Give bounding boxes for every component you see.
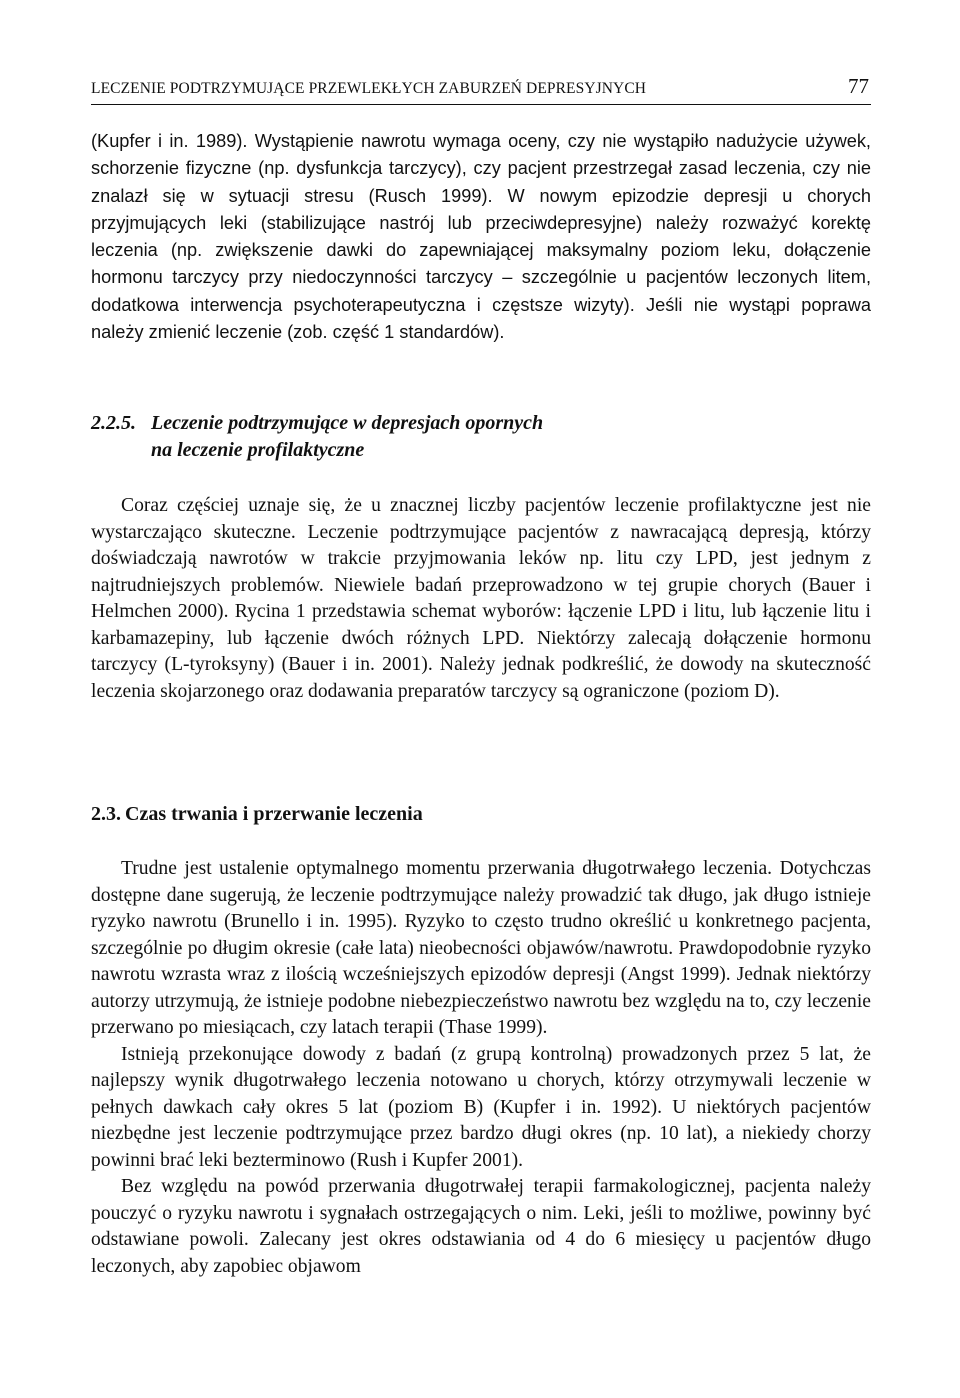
subsection-paragraph: Coraz częściej uznaje się, że u znacznej liczby pacjentów leczenie profilaktyczne jest nie wystarczająco skuteczne. Leczenie podtrzymujące pacjentów z nawracającą depresją, którzy doświadczają nawrotów w trakcie przyjmowania leków np. litu czy LPD, jest jednym z najtrudniejszych problemów. Niewiele badań przeprowadzono w tej grupie chorych (Bauer i Helmchen 2000). Rycina 1 przedstawia schemat wyborów: łączenie LPD i litu, lub łączenie litu i karbamazepiny, lub łączenie dwóch różnych LPD. Niektórzy zalecają dołączenie hormonu tarczycy (L-tyroksyny) (Bauer i in. 2001). Należy jednak podkreślić, że dowody na skuteczność leczenia skojarzonego oraz dodawania preparatów tarczycy są ograniczone (poziom D).	[91, 495, 871, 702]
section-paragraph: Trudne jest ustalenie optymalnego momentu przerwania długotrwałego leczenia. Dotychczas dostępne dane sugerują, że leczenie podtrzymujące należy prowadzić tak długo, jak długo istnieje ryzyko nawrotu (Brunello i in. 1995). Ryzyko to często trudno określić u konkretnego pacjenta, szczególnie po długim okresie (całe lata) nieobecności objawów/nawrotu. Prawdopodobnie ryzyko nawrotu wzrasta wraz z ilością wcześniejszych epizodów depresji (Angst 1999). Jednak niektórzy autorzy utrzymują, że istnieje podobne niebezpieczeństwo nawrotu bez względu na to, czy leczenie przerwano po miesiącach, czy latach terapii (Thase 1999).	[91, 858, 871, 1038]
subsection-title-line1: Leczenie podtrzymujące w depresjach opornych	[151, 412, 544, 434]
section-number: 2.3.	[91, 803, 121, 825]
intro-paragraph: (Kupfer i in. 1989). Wystąpienie nawrotu wymaga oceny, czy nie wystąpiło nadużycie używek, schorzenie fizyczne (np. dysfunkcja tarczycy), czy pacjent przestrzegał zasad leczenia, czy nie znalazł się w sytuacji stresu (Rusch 1999). W nowym epizodzie depresji u chorych przyjmujących leki (stabilizujące nastrój lub przeciwdepresyjne) należy rozważyć korektę leczenia (np. zwiększenie dawki do zapewniającej maksymalny poziom leku, dołączenie hormonu tarczycy przy niedoczynności tarczycy – szczególnie u pacjentów leczonych litem, dodatkowa interwencja psychoterapeutyczna i częstsze wizyty). Jeśli nie wystąpi poprawa należy zmienić leczenie (zob. część 1 standardów).	[91, 131, 871, 343]
running-header	[91, 74, 871, 105]
section-heading	[91, 801, 871, 828]
section-title: Czas trwania i przerwanie leczenia	[125, 803, 423, 825]
subsection-heading	[91, 410, 871, 463]
subsection-title-line2: na leczenie profilaktyczne	[151, 438, 365, 461]
section-paragraph: Istnieją przekonujące dowody z badań (z grupą kontrolną) prowadzonych przez 5 lat, że najlepszy wynik długotrwałego leczenia notowano u chorych, którzy otrzymywali leczenie w pełnych dawkach cały okres 5 lat (poziom B) (Kupfer i in. 1992). U niektórych pacjentów niezbędne jest leczenie podtrzymujące przez bardzo długi okres (np. 10 lat), a niekiedy chorzy powinni brać leki bezterminowo (Rush i Kupfer 2001).	[91, 1043, 871, 1171]
section-paragraph: Bez względu na powód przerwania długotrwałej terapii farmakologicznej, pacjenta należy pouczyć o ryzyku nawrotu i sygnałach ostrzegających o nim. Leki, jeśli to możliwe, powinny być odstawiane powoli. Zalecany jest okres odstawiania od 4 do 6 miesięcy u pacjentów długo leczonych, aby zapobiec objawom	[91, 1176, 871, 1277]
subsection-number: 2.2.5.	[91, 412, 136, 434]
section-body	[91, 856, 871, 1280]
page-number: 77	[848, 74, 869, 98]
running-title: LECZENIE PODTRZYMUJĄCE PRZEWLEKŁYCH ZABURZEŃ DEPRESYJNYCH	[91, 80, 647, 97]
